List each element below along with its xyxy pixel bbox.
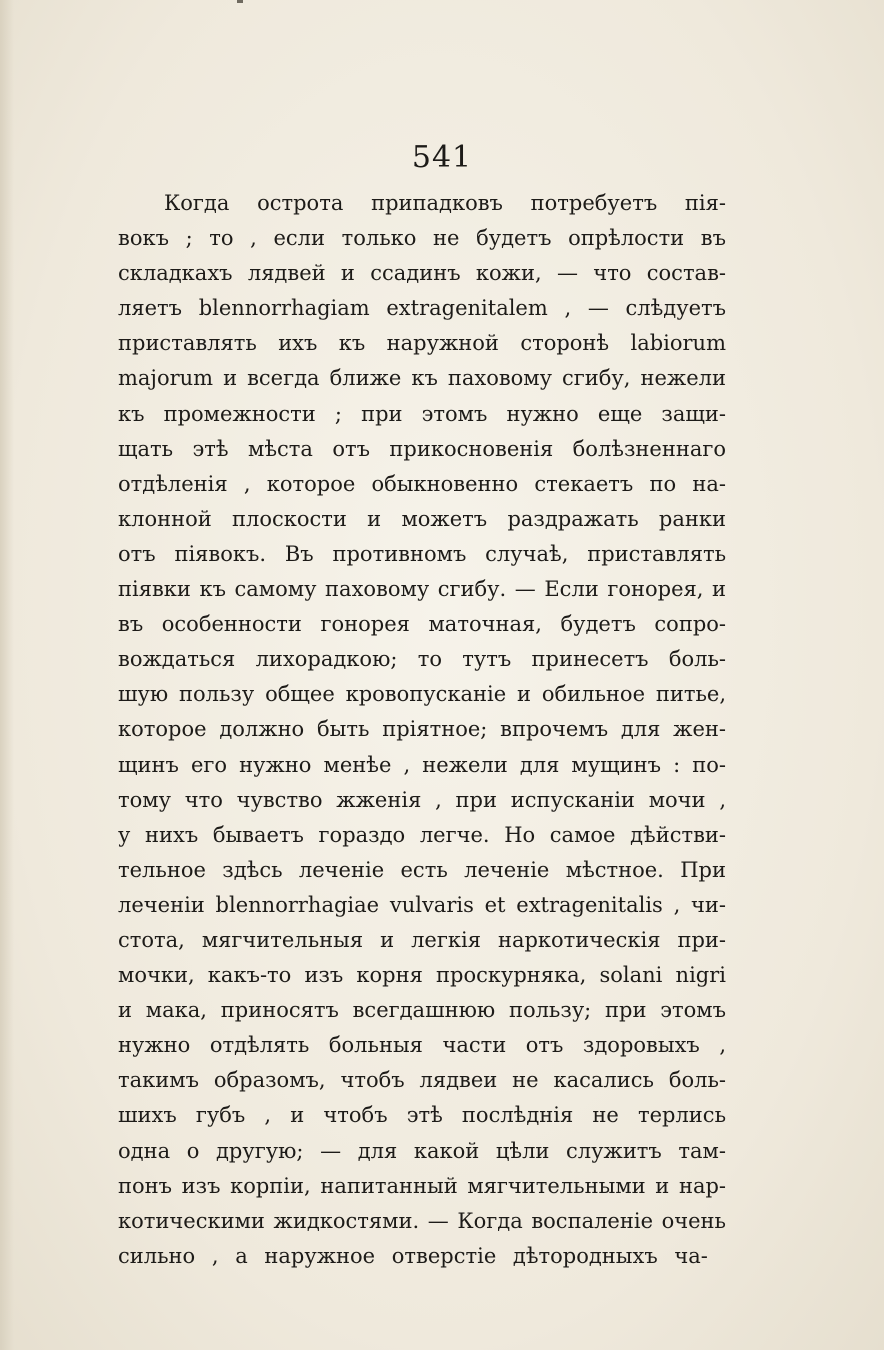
text-line: щинъ его нужно менѣе , нежели для мущинъ : по- [118, 752, 726, 777]
text-line: шихъ губъ , и чтобъ этѣ послѣднія не терлись [118, 1103, 726, 1128]
print-mark [237, 0, 243, 3]
page-left-edge-shadow [0, 0, 14, 1350]
text-line: приставлять ихъ къ наружной сторонѣ labiorum [118, 331, 726, 356]
text-line: понъ изъ корпіи, напитанный мягчительными и нар- [118, 1173, 726, 1198]
text-line: и мака, приносятъ всегдашнюю пользу; при этомъ [118, 998, 726, 1023]
text-line: піявки къ самому паховому сгибу. — Если гонорея, и [118, 577, 726, 602]
text-line: щать этѣ мѣста отъ прикосновенія болѣзненнаго [118, 436, 726, 461]
text-line: такимъ образомъ, чтобъ лядвеи не касались боль- [118, 1068, 726, 1093]
body-text [118, 186, 726, 1274]
text-line: тельное здѣсь леченіе есть леченіе мѣстное. При [118, 857, 726, 882]
text-line: складкахъ лядвей и ссадинъ кожи, — что состав- [118, 261, 726, 286]
text-line: нужно отдѣлять больныя части отъ здоровыхъ , [118, 1033, 726, 1058]
text-line: котическими жидкостями. — Когда воспаленіе очень [118, 1208, 726, 1233]
text-line: шую пользу общее кровопусканіе и обильное питье, [118, 682, 726, 707]
text-line: тому что чувство жженія , при испусканіи мочи , [118, 787, 726, 812]
text-line: сильно , а наружное отверстіе дѣтородныхъ ча- [118, 1243, 708, 1268]
text-line: majorum и всегда ближе къ паховому сгибу, нежели [118, 366, 726, 391]
text-line: отъ піявокъ. Въ противномъ случаѣ, приставлять [118, 541, 726, 566]
text-line: въ особенности гонорея маточная, будетъ сопро- [118, 612, 726, 637]
text-line: къ промежности ; при этомъ нужно еще защи- [118, 401, 726, 426]
text-line: стота, мягчительныя и легкія наркотическія при- [118, 927, 726, 952]
text-line: одна о другую; — для какой цѣли служитъ там- [118, 1138, 726, 1163]
page-number: 541 [411, 140, 473, 175]
text-line: у нихъ бываетъ гораздо легче. Но самое дѣйстви- [118, 822, 726, 847]
text-line: ляетъ blennorrhagiam extragenitalem , — слѣдуетъ [118, 296, 726, 321]
text-line: Когда острота припадковъ потребуетъ пія- [164, 191, 726, 215]
text-line: которое должно быть пріятное; впрочемъ для жен- [118, 717, 726, 742]
text-line: вождаться лихорадкою; то тутъ принесетъ боль- [118, 647, 726, 672]
text-line: леченіи blennorrhagiae vulvaris et extragenitalis , чи- [118, 892, 726, 917]
text-line: мочки, какъ-то изъ корня проскурняка, solani nigri [118, 963, 726, 988]
text-line: вокъ ; то , если только не будетъ опрѣлости въ [118, 226, 726, 251]
text-line: отдѣленія , которое обыкновенно стекаетъ по на- [118, 471, 726, 496]
text-line: клонной плоскости и можетъ раздражать ранки [118, 506, 726, 531]
